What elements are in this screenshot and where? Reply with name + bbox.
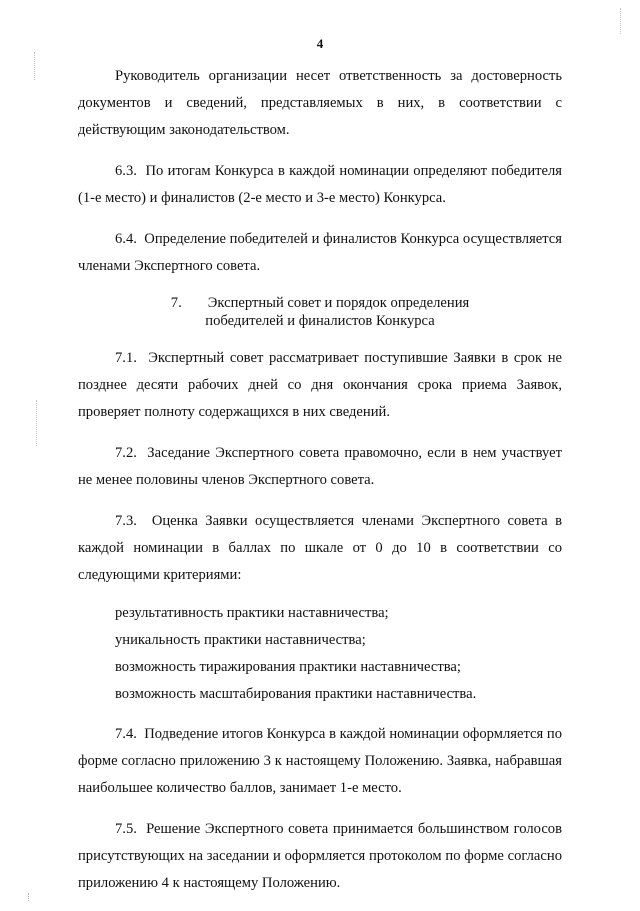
- paragraph-7-1: 7.1. Экспертный совет рассматривает поступившие Заявки в срок не позднее десяти рабочих дней со дня окончания срока приема Заявок, проверяет полноту содержащихся в них сведений.: [78, 350, 562, 420]
- criteria-item: уникальность практики наставничества;: [115, 632, 366, 648]
- scan-artifact: [620, 8, 625, 34]
- section-7-heading-line1: [78, 294, 562, 312]
- paragraph-7-5: 7.5. Решение Экспертного совета принимается большинством голосов присутствующих на заседании и оформляется протоколом по форме согласно приложению 4 к настоящему Положению.: [78, 821, 562, 891]
- criteria-item: возможность масштабирования практики наставничества.: [115, 686, 477, 702]
- scan-artifact: [36, 400, 40, 446]
- criteria-item: результативность практики наставничества;: [115, 605, 389, 621]
- scan-artifact: [28, 893, 39, 901]
- paragraph-6-3: 6.3. По итогам Конкурса в каждой номинации определяют победителя (1-е место) и финалистов (2-е место и 3-е место) Конкурса.: [78, 163, 562, 206]
- document-body: [78, 63, 562, 911]
- paragraph-7-4: 7.4. Подведение итогов Конкурса в каждой номинации оформляется по форме согласно приложению 3 к настоящему Положению. Заявка, набравшая наибольшее количество баллов, занимает 1-е место.: [78, 726, 562, 796]
- criteria-list: [78, 600, 562, 708]
- scan-artifact: [34, 52, 38, 80]
- section-7-heading: [78, 294, 562, 330]
- section-7-title-line2: победителей и финалистов Конкурса: [205, 313, 435, 329]
- paragraph-6-4: 6.4. Определение победителей и финалистов Конкурса осуществляется членами Экспертного совета.: [78, 231, 562, 274]
- paragraph-intro: Руководитель организации несет ответственность за достоверность документов и сведений, представляемых в них, в соответствии с действующим законодательством.: [78, 68, 562, 138]
- paragraph-7-2: 7.2. Заседание Экспертного совета правомочно, если в нем участвует не менее половины членов Экспертного совета.: [78, 445, 562, 488]
- section-7-title-line1: Экспертный совет и порядок определения: [207, 295, 470, 311]
- page-number: 4: [316, 36, 324, 51]
- paragraph-7-3: 7.3. Оценка Заявки осуществляется членами Экспертного совета в каждой номинации в баллах по шкале от 0 до 10 в соответствии со следующими критериями:: [78, 513, 562, 583]
- section-7-number: 7.: [170, 295, 182, 311]
- criteria-item: возможность тиражирования практики наставничества;: [115, 659, 461, 675]
